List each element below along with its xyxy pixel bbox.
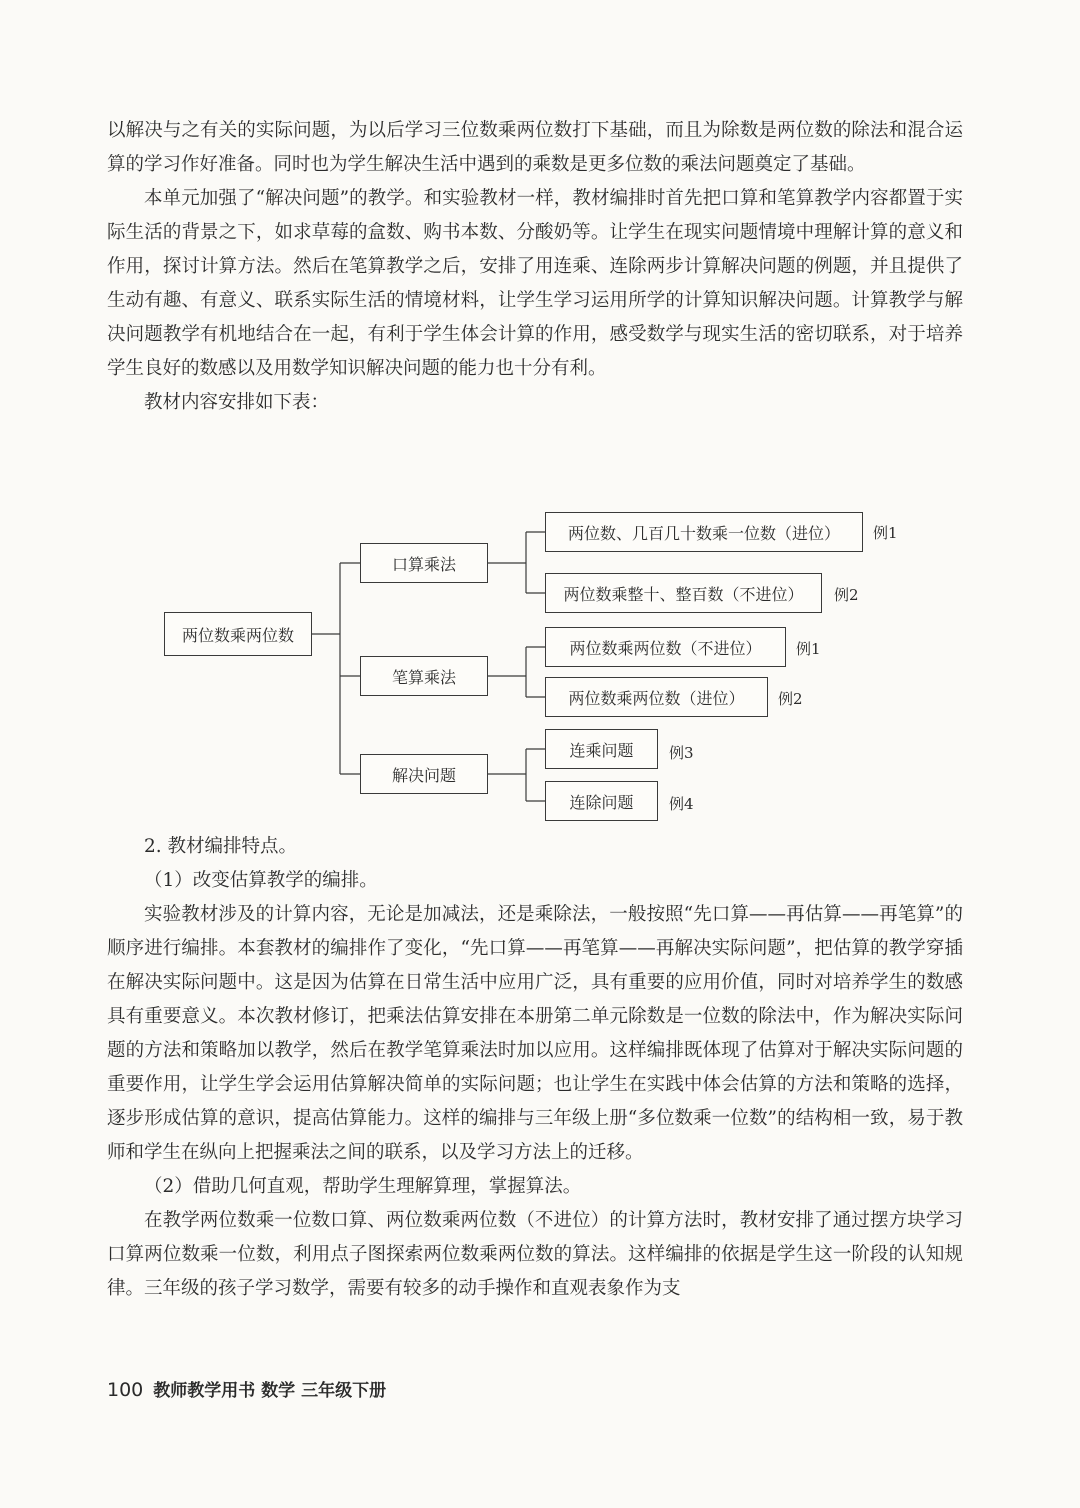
leaf-node-1-2: 两位数乘整十、整百数（不进位） xyxy=(545,573,822,613)
leaf-node-3-1: 连乘问题 xyxy=(545,729,658,769)
subsection-heading-2: （2）借助几何直观，帮助学生理解算理，掌握算法。 xyxy=(144,1176,582,1197)
paragraph-problem-solving: 本单元加强了“解决问题”的教学。和实验教材一样，教材编排时首先把口算和笔算教学内容都置于实际生活的背景之下，如求草莓的盒数、购书本数、分酸奶等。让学生在现实问题情境中理解计算的意义和作用，探讨计算方法。然后在笔算教学之后，安排了用连乘、连除两步计算解决问题的例题，并且提供了生动有趣、有意义、联系实际生活的情境材料，让学生学习运用所学的计算知识解决问题。计算教学与解决问题教学有机地结合在一起，有利于学生体会计算的作用，感受数学与现实生活的密切联系，对于培养学生良好的数感以及用数学知识解决问题的能力也十分有利。 xyxy=(107,188,963,379)
features-text-block xyxy=(107,830,963,1306)
leaf-node-2-2: 两位数乘两位数（进位） xyxy=(545,677,768,717)
section-heading: 2. 教材编排特点。 xyxy=(144,836,298,857)
paragraph-table-intro: 教材内容安排如下表： xyxy=(144,392,330,413)
leaf-node-3-2: 连除问题 xyxy=(545,781,658,821)
example-label-3-1: 例3 xyxy=(669,744,694,762)
intro-text-block xyxy=(107,114,963,420)
example-label-1-1: 例1 xyxy=(873,524,898,542)
paragraph-estimation: 实验教材涉及的计算内容，无论是加减法，还是乘除法，一般按照“先口算——再估算——再笔算”的顺序进行编排。本套教材的编排作了变化，“先口算——再笔算——再解决实际问题”，把估算的教学穿插在解决实际问题中。这是因为估算在日常生活中应用广泛，具有重要的应用价值，同时对培养学生的数感具有重要意义。本次教材修订，把乘法估算安排在本册第二单元除数是一位数的除法中，作为解决实际问题的方法和策略加以教学，然后在教学笔算乘法时加以应用。这样编排既体现了估算对于解决实际问题的重要作用，让学生学会运用估算解决简单的实际问题；也让学生在实践中体会估算的方法和策略的选择，逐步形成估算的意识，提高估算能力。这样的编排与三年级上册“多位数乘一位数”的结构相一致，易于教师和学生在纵向上把握乘法之间的联系，以及学习方法上的迁移。 xyxy=(107,904,963,1163)
paragraph-geometry: 在教学两位数乘一位数口算、两位数乘两位数（不进位）的计算方法时，教材安排了通过摆方块学习口算两位数乘一位数，利用点子图探索两位数乘两位数的算法。这样编排的依据是学生这一阶段的认知规律。三年级的孩子学习数学，需要有较多的动手操作和直观表象作为支 xyxy=(107,1210,963,1299)
example-label-2-2: 例2 xyxy=(778,690,803,708)
leaf-node-1-1: 两位数、几百几十数乘一位数（进位） xyxy=(545,512,863,552)
branch-node-problem: 解决问题 xyxy=(360,754,488,794)
example-label-2-1: 例1 xyxy=(796,640,821,658)
leaf-node-2-1: 两位数乘两位数（不进位） xyxy=(545,627,786,667)
paragraph-continuation: 以解决与之有关的实际问题，为以后学习三位数乘两位数打下基础，而且为除数是两位数的除法和混合运算的学习作好准备。同时也为学生解决生活中遇到的乘数是更多位数的乘法问题奠定了基础。 xyxy=(107,120,963,175)
example-label-3-2: 例4 xyxy=(669,795,694,813)
page-footer xyxy=(107,1376,386,1401)
branch-node-written: 笔算乘法 xyxy=(360,656,488,696)
subsection-heading-1: （1）改变估算教学的编排。 xyxy=(144,870,378,891)
book-title: 教师教学用书 数学 三年级下册 xyxy=(153,1381,387,1401)
example-label-1-2: 例2 xyxy=(834,586,859,604)
page-number: 100 xyxy=(107,1379,144,1401)
root-node: 两位数乘两位数 xyxy=(164,612,312,656)
branch-node-oral: 口算乘法 xyxy=(360,543,488,583)
